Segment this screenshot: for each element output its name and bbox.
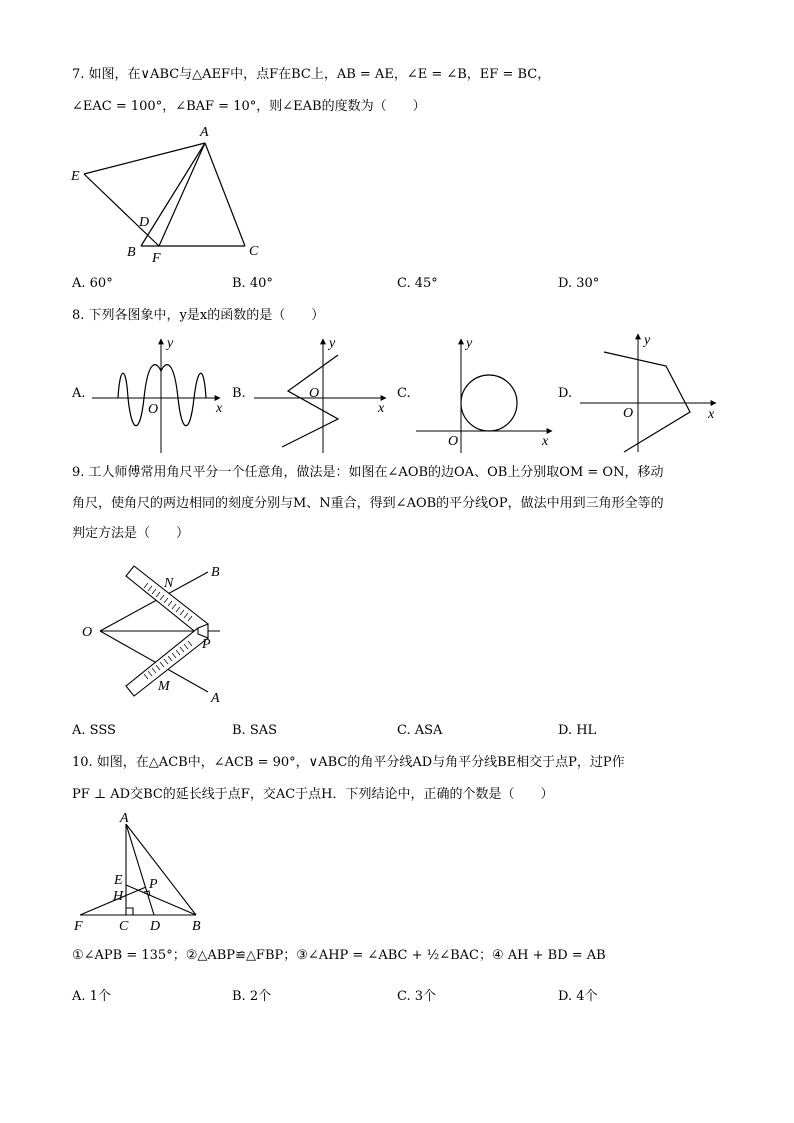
label-c: C [119,919,129,934]
q8-stem: 8. 下列各图象中，y是x的函数的是（ ） [72,308,325,323]
q8-letter-d[interactable]: D. [558,386,573,401]
label-b: B [211,565,220,580]
label-d: D [139,215,150,230]
label-a: A [200,125,209,140]
q10-stem-line1: 10. 如图，在△ACB中，∠ACB = 90°，∨ABC的角平分线AD与角平分线BE相交于点P，过P作 [72,755,625,770]
origin-label: O [623,406,634,421]
origin-label: O [309,386,320,401]
right-angle-c [126,908,133,915]
axis-label-y: y [329,336,336,351]
segment-ab [126,824,196,915]
axis-label-y: y [644,333,651,348]
label-f: F [152,251,161,266]
q10-conclusions: ①∠APB = 135°；②△ABP≌△FBP；③∠AHP = ∠ABC + ½∠BAC；④ AH + BD = AB [72,948,606,963]
q8-graph-a [90,335,230,455]
segment-ac [205,143,245,246]
label-p: P [202,637,211,652]
axis-label-x: x [216,401,223,416]
axis-label-y: y [466,336,473,351]
q9-option-c[interactable]: C. ASA [397,723,443,738]
q10-stem-line2: PF ⊥ AD交BC的延长线于点F，交AC于点H．下列结论中，正确的个数是（ ） [72,787,554,802]
origin-label: O [148,402,159,417]
label-m: M [158,679,170,694]
q7-option-a[interactable]: A. 60° [72,276,113,291]
q8-graph-d [578,330,728,455]
label-a: A [211,691,220,706]
q7-stem-line1: 7. 如图，在∨ABC与△AEF中，点F在BC上，AB = AE，∠E = ∠B，EF = BC， [72,67,551,82]
q10-option-b[interactable]: B. 2个 [232,989,272,1004]
circle-curve [461,375,517,431]
axis-label-x: x [708,407,715,422]
origin-label: O [448,434,459,449]
q8-letter-a[interactable]: A. [72,386,86,401]
label-b: B [127,245,136,260]
axis-label-x: x [542,434,549,449]
label-e: E [71,169,80,184]
q7-figure [65,118,275,268]
q9-option-a[interactable]: A. SSS [72,723,116,738]
q8-graph-c [414,335,559,455]
q7-option-b[interactable]: B. 40° [232,276,273,291]
segment-be [126,885,196,915]
zigzag-curve [282,355,338,447]
q8-letter-b[interactable]: B. [232,386,246,401]
label-o: O [82,625,93,640]
axis-label-y: y [167,336,174,351]
sine-curve [118,365,206,426]
label-n: N [164,576,174,591]
segment-ea [84,143,205,174]
q7-stem-line2: ∠EAC = 100°，∠BAF = 10°，则∠EAB的度数为（ ） [72,99,426,114]
segment-af [159,143,205,246]
q8-graph-b [252,335,392,455]
label-c: C [249,244,259,259]
q10-option-c[interactable]: C. 3个 [397,989,437,1004]
polygon-curve [604,352,690,452]
label-h: H [113,889,124,904]
segment-ad [126,824,154,915]
q9-stem-line3: 判定方法是（ ） [72,526,190,541]
q9-stem-line1: 9. 工人师傅常用角尺平分一个任意角，做法是：如图在∠AOB的边OA、OB上分别取OM = ON，移动 [72,465,664,480]
q9-stem-line2: 角尺，使角尺的两边相同的刻度分别与M、N重合，得到∠AOB的平分线OP，做法中用到三角形全等的 [72,496,664,511]
q8-letter-c[interactable]: C. [397,386,411,401]
q10-option-d[interactable]: D. 4个 [558,989,598,1004]
segment-ab [141,143,205,246]
q9-option-d[interactable]: D. HL [558,723,597,738]
q9-option-b[interactable]: B. SAS [232,723,278,738]
label-a: A [120,811,129,826]
label-e: E [114,873,123,888]
label-b: B [192,919,201,934]
label-d: D [150,919,161,934]
axis-label-x: x [378,401,385,416]
q10-figure [70,808,220,936]
label-p: P [149,877,158,892]
q7-option-d[interactable]: D. 30° [558,276,600,291]
q9-figure [78,560,248,710]
q10-option-a[interactable]: A. 1个 [72,989,111,1004]
label-f: F [74,919,83,934]
q7-option-c[interactable]: C. 45° [397,276,438,291]
